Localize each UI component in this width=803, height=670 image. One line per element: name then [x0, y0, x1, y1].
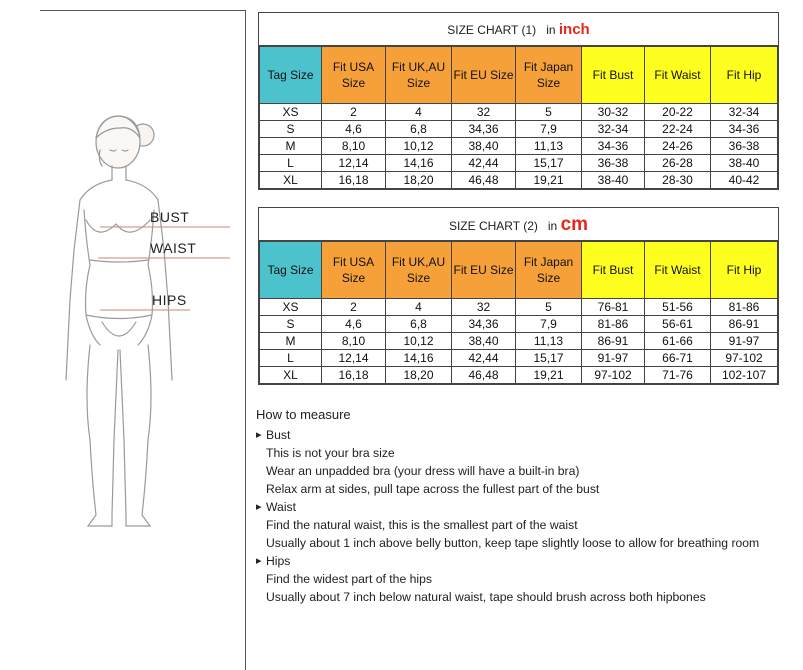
table-header-row	[260, 242, 778, 299]
how-to-line: Relax arm at sides, pull tape across the fullest part of the bust	[266, 482, 600, 496]
how-to-line: Wear an unpadded bra (your dress will have a built-in bra)	[266, 464, 580, 478]
how-to-section-title: ▸ Waist	[256, 498, 801, 516]
top-divider	[40, 10, 245, 11]
table-cell: S	[260, 316, 322, 333]
table-cell: 15,17	[516, 350, 582, 367]
waist-label: WAIST	[150, 240, 197, 256]
table-cell: 11,13	[516, 333, 582, 350]
table-cell: 32	[452, 104, 516, 121]
table-cell: 12,14	[322, 155, 386, 172]
table-cell: 5	[516, 299, 582, 316]
chart-title-text: SIZE CHART (2)	[448, 219, 538, 233]
table-cell: 34,36	[452, 316, 516, 333]
table-cell: 28-30	[645, 172, 711, 189]
table-cell: XS	[260, 104, 322, 121]
table-cell: 91-97	[582, 350, 645, 367]
table-cell: 34,36	[452, 121, 516, 138]
table-cell: 24-26	[645, 138, 711, 155]
table-cell: 46,48	[452, 172, 516, 189]
header-cell: Fit EU Size	[452, 242, 516, 299]
table-cell: 4	[386, 299, 452, 316]
how-to-line: Find the natural waist, this is the smallest part of the waist	[266, 518, 578, 532]
table-cell: 19,21	[516, 172, 582, 189]
table-cell: 7,9	[516, 121, 582, 138]
table-cell: 97-102	[582, 367, 645, 384]
header-cell: Fit Japan Size	[516, 47, 582, 104]
table-row	[260, 138, 778, 155]
table-cell: 34-36	[582, 138, 645, 155]
table-cell: 14,16	[386, 350, 452, 367]
table-cell: 4,6	[322, 316, 386, 333]
chart-title	[259, 13, 778, 46]
table-cell: 18,20	[386, 172, 452, 189]
table-cell: 86-91	[711, 316, 778, 333]
table-cell: 16,18	[322, 367, 386, 384]
size-chart-inch	[258, 12, 779, 190]
table-cell: 66-71	[645, 350, 711, 367]
table-cell: 51-56	[645, 299, 711, 316]
how-to-sections	[256, 426, 801, 606]
table-cell: M	[260, 333, 322, 350]
table-row	[260, 367, 778, 384]
header-cell: Fit Hip	[711, 242, 778, 299]
how-to-heading: How to measure	[256, 407, 351, 422]
table-cell: 56-61	[645, 316, 711, 333]
table-cell: 6,8	[386, 121, 452, 138]
header-cell: Fit USA Size	[322, 47, 386, 104]
chart-unit: cm	[560, 214, 589, 235]
header-cell: Tag Size	[260, 242, 322, 299]
size-table	[259, 46, 778, 189]
table-cell: L	[260, 350, 322, 367]
table-cell: 8,10	[322, 333, 386, 350]
body-figure	[40, 60, 245, 540]
table-cell: 12,14	[322, 350, 386, 367]
table-cell: 81-86	[582, 316, 645, 333]
table-row	[260, 155, 778, 172]
how-to-measure	[256, 406, 801, 606]
size-chart-cm	[258, 207, 779, 385]
table-cell: 11,13	[516, 138, 582, 155]
table-cell: 36-38	[582, 155, 645, 172]
hips-label: HIPS	[152, 292, 187, 308]
how-to-line: Usually about 1 inch above belly button, keep tape slightly loose to allow for breathing room	[266, 536, 760, 550]
table-row	[260, 172, 778, 189]
header-cell: Fit Waist	[645, 242, 711, 299]
table-cell: 18,20	[386, 367, 452, 384]
table-body	[260, 299, 778, 384]
table-cell: 2	[322, 104, 386, 121]
header-cell: Fit UK,AU Size	[386, 242, 452, 299]
bust-label: BUST	[150, 209, 190, 225]
table-cell: 38-40	[582, 172, 645, 189]
table-row	[260, 350, 778, 367]
table-row	[260, 121, 778, 138]
table-cell: 46,48	[452, 367, 516, 384]
how-to-section-title: ▸ Hips	[256, 552, 801, 570]
how-to-line: Find the widest part of the hips	[266, 572, 432, 586]
table-cell: 40-42	[711, 172, 778, 189]
header-cell: Fit Japan Size	[516, 242, 582, 299]
chart-title-text: SIZE CHART (1)	[447, 23, 537, 37]
table-cell: 36-38	[711, 138, 778, 155]
table-body	[260, 104, 778, 189]
table-cell: 10,12	[386, 138, 452, 155]
table-cell: 26-28	[645, 155, 711, 172]
chart-unit-prefix: in	[546, 23, 556, 37]
table-cell: 5	[516, 104, 582, 121]
table-cell: 6,8	[386, 316, 452, 333]
table-cell: 2	[322, 299, 386, 316]
table-cell: 42,44	[452, 155, 516, 172]
table-cell: 22-24	[645, 121, 711, 138]
table-row	[260, 333, 778, 350]
table-cell: 102-107	[711, 367, 778, 384]
header-cell: Fit Hip	[711, 47, 778, 104]
table-cell: 38,40	[452, 333, 516, 350]
table-cell: 4	[386, 104, 452, 121]
table-cell: 14,16	[386, 155, 452, 172]
table-cell: 38,40	[452, 138, 516, 155]
body-outline-illustration	[40, 60, 245, 540]
how-to-line: This is not your bra size	[266, 446, 395, 460]
table-cell: 42,44	[452, 350, 516, 367]
table-cell: S	[260, 121, 322, 138]
header-cell: Fit UK,AU Size	[386, 47, 452, 104]
header-cell: Fit Waist	[645, 47, 711, 104]
table-row	[260, 299, 778, 316]
header-cell: Tag Size	[260, 47, 322, 104]
table-cell: 38-40	[711, 155, 778, 172]
table-cell: 32-34	[582, 121, 645, 138]
table-cell: 16,18	[322, 172, 386, 189]
how-to-line: Usually about 7 inch below natural waist, tape should brush across both hipbones	[266, 590, 706, 604]
table-cell: 4,6	[322, 121, 386, 138]
chart-unit-prefix: in	[547, 219, 558, 233]
vertical-divider	[245, 10, 246, 670]
table-header-row	[260, 47, 778, 104]
how-to-section-title: ▸ Bust	[256, 426, 801, 444]
table-cell: 86-91	[582, 333, 645, 350]
table-cell: 32	[452, 299, 516, 316]
header-cell: Fit Bust	[582, 47, 645, 104]
header-cell: Fit USA Size	[322, 242, 386, 299]
header-cell: Fit EU Size	[452, 47, 516, 104]
chart-unit: inch	[558, 21, 590, 38]
table-cell: 81-86	[711, 299, 778, 316]
table-cell: 10,12	[386, 333, 452, 350]
table-cell: 19,21	[516, 367, 582, 384]
chart-title	[259, 208, 778, 241]
table-cell: 30-32	[582, 104, 645, 121]
table-cell: 32-34	[711, 104, 778, 121]
table-cell: 97-102	[711, 350, 778, 367]
table-cell: 7,9	[516, 316, 582, 333]
size-table	[259, 241, 778, 384]
table-cell: 20-22	[645, 104, 711, 121]
table-cell: XS	[260, 299, 322, 316]
table-cell: XL	[260, 367, 322, 384]
table-cell: 34-36	[711, 121, 778, 138]
table-row	[260, 316, 778, 333]
table-cell: XL	[260, 172, 322, 189]
table-cell: 15,17	[516, 155, 582, 172]
table-row	[260, 104, 778, 121]
header-cell: Fit Bust	[582, 242, 645, 299]
table-cell: 71-76	[645, 367, 711, 384]
table-cell: 76-81	[582, 299, 645, 316]
table-cell: 8,10	[322, 138, 386, 155]
table-cell: M	[260, 138, 322, 155]
table-cell: L	[260, 155, 322, 172]
table-cell: 61-66	[645, 333, 711, 350]
table-cell: 91-97	[711, 333, 778, 350]
